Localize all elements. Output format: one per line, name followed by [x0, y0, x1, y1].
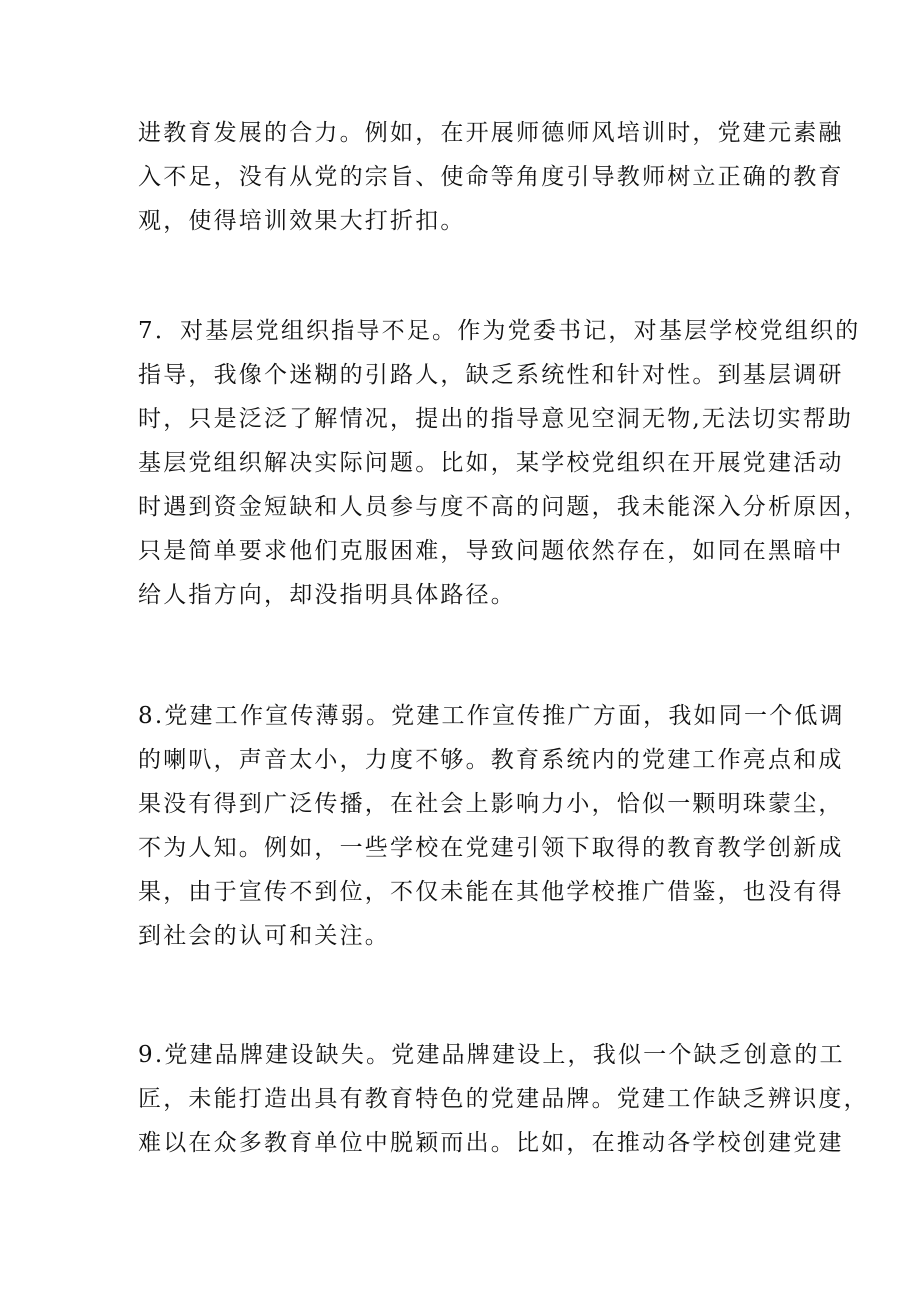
text-line: 匠，未能打造出具有教育特色的党建品牌。党建工作缺乏辨识度，	[138, 1086, 869, 1112]
paragraph-continuation	[138, 111, 844, 243]
text-line: 指导，我像个迷糊的引路人，缺乏系统性和针对性。到基层调研	[138, 362, 844, 388]
text-line: 时遇到资金短缺和人员参与度不高的问题，我未能深入分析原因，	[138, 494, 869, 520]
text-line: 的喇叭，声音太小，力度不够。教育系统内的党建工作亮点和成	[138, 747, 844, 773]
text-line: 到社会的认可和关注。	[138, 923, 390, 949]
text-line: 8.党建工作宣传薄弱。党建工作宣传推广方面，我如同一个低调	[138, 703, 845, 729]
text-line: 9.党建品牌建设缺失。党建品牌建设上，我似一个缺乏创意的工	[138, 1042, 845, 1068]
paragraph-item-9	[138, 1033, 869, 1165]
text-line: 进教育发展的合力。例如，在开展师德师风培训时，党建元素融	[138, 120, 844, 146]
text-line: 7．对基层党组织指导不足。作为党委书记，对基层学校党组织的	[138, 318, 861, 344]
text-line: 难以在众多教育单位中脱颖而出。比如，在推动各学校创建党建	[138, 1130, 844, 1156]
text-line: 基层党组织解决实际问题。比如，某学校党组织在开展党建活动	[138, 450, 844, 476]
text-line: 果没有得到广泛传播，在社会上影响力小，恰似一颗明珠蒙尘，	[138, 791, 844, 817]
paragraph-item-8	[138, 694, 845, 958]
text-line: 不为人知。例如，一些学校在党建引领下取得的教育教学创新成	[138, 835, 844, 861]
text-line: 时，只是泛泛了解情况，提出的指导意见空洞无物,无法切实帮助	[138, 406, 854, 432]
text-line: 观，使得培训效果大打折扣。	[138, 208, 466, 234]
text-line: 果，由于宣传不到位，不仅未能在其他学校推广借鉴，也没有得	[138, 879, 844, 905]
paragraph-item-7	[138, 309, 869, 617]
text-line: 给人指方向，却没指明具体路径。	[138, 582, 516, 608]
text-line: 只是简单要求他们克服困难，导致问题依然存在，如同在黑暗中	[138, 538, 844, 564]
text-line: 入不足，没有从党的宗旨、使命等角度引导教师树立正确的教育	[138, 164, 844, 190]
